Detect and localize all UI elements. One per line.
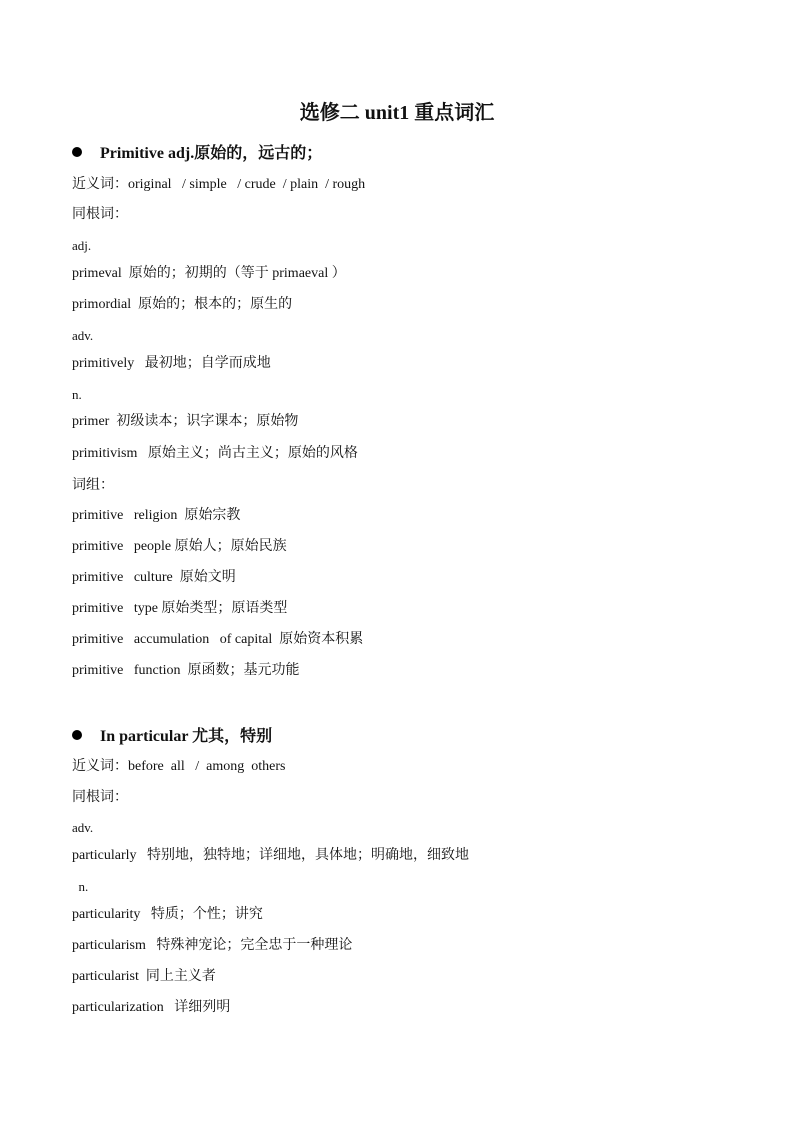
cognates-label: 同根词： (72, 207, 128, 222)
phrase-entry: primitive religion 原始宗教 (72, 508, 241, 523)
pos-label: n. (72, 387, 82, 402)
word-entry: primitively 最初地；自学而成地 (72, 356, 271, 371)
section-heading-primitive (72, 140, 322, 163)
pos-label: n. (72, 879, 89, 894)
phrase-entry: primitive type 原始类型；原语类型 (72, 601, 288, 616)
bullet-icon (72, 147, 82, 157)
phrase-entry: primitive people 原始人；原始民族 (72, 539, 287, 554)
synonyms-line: 近义词：before all / among others (72, 759, 286, 774)
synonyms-line: 近义词：original / simple / crude / plain / rough (72, 177, 366, 192)
word-entry: primitivism 原始主义；尚古主义；原始的风格 (72, 446, 358, 461)
pos-label: adj. (72, 238, 92, 253)
cognates-label: 同根词： (72, 790, 128, 805)
heading-text: Primitive adj.原始的，远古的； (100, 145, 323, 162)
pos-label: adv. (72, 820, 94, 835)
word-entry: particularization 详细列明 (72, 1000, 231, 1015)
word-entry: particularist 同上主义者 (72, 969, 216, 984)
word-entry: particularly 特别地，独特地；详细地，具体地；明确地，细致地 (72, 848, 470, 863)
phrases-label: 词组： (72, 478, 114, 493)
word-entry: particularity 特质；个性；讲究 (72, 907, 263, 922)
phrase-entry: primitive function 原函数；基元功能 (72, 663, 300, 678)
word-entry: primordial 原始的；根本的；原生的 (72, 297, 293, 312)
pos-label: adv. (72, 328, 94, 343)
phrase-entry: primitive accumulation of capital 原始资本积累 (72, 632, 364, 647)
section-heading-in-particular (72, 723, 272, 746)
word-entry: primer 初级读本；识字课本；原始物 (72, 414, 299, 429)
word-entry: particularism 特殊神宠论；完全忠于一种理论 (72, 938, 353, 953)
page-title: 选修二 unit1 重点词汇 (299, 102, 495, 124)
phrase-entry: primitive culture 原始文明 (72, 570, 236, 585)
heading-text: In particular 尤其，特别 (100, 728, 273, 745)
bullet-icon (72, 730, 82, 740)
word-entry: primeval 原始的；初期的（等于 primaeval ） (72, 266, 346, 281)
